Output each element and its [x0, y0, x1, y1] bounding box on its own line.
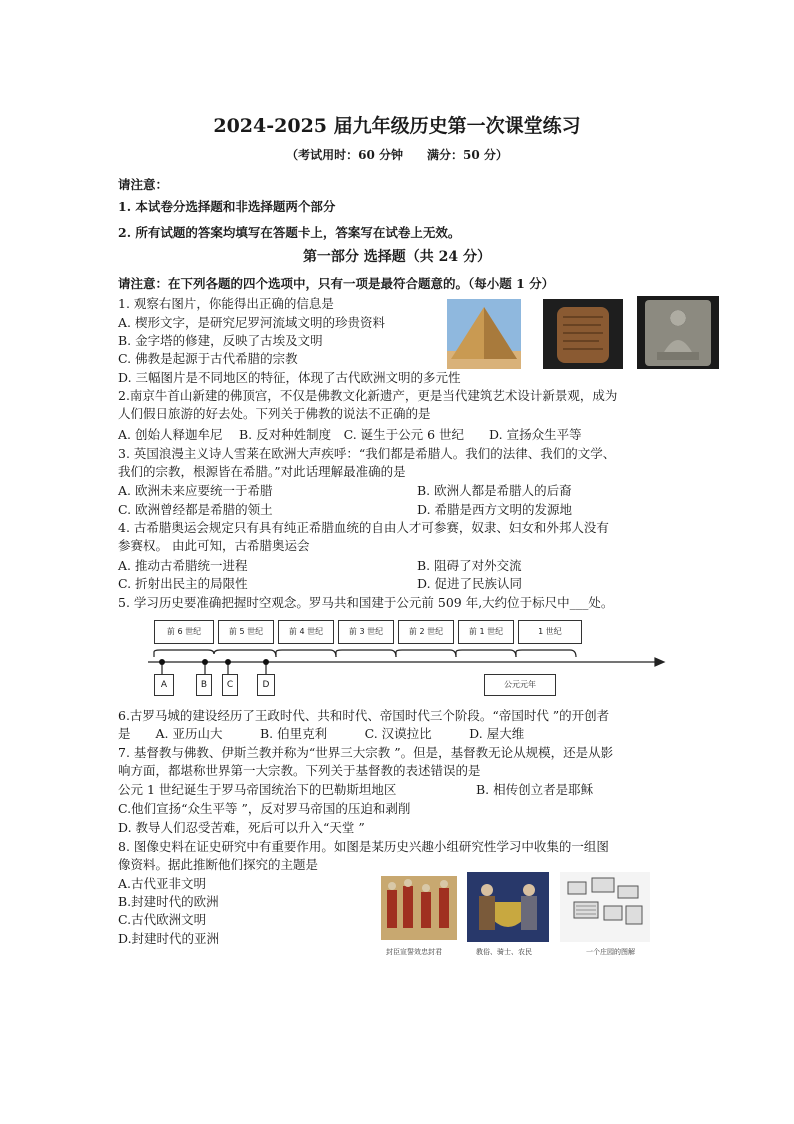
q7-line-2: 响方面，都堪称世界第一大宗教。下列关于基督教的表述错误的是: [118, 763, 481, 778]
notice-item-2: 2. 所有试题的答案均填写在答题卡上，答案写在试卷上无效。: [118, 225, 461, 240]
buddha-relief-image: [637, 296, 719, 369]
marker-c: C: [222, 674, 238, 696]
century-box-bc1: 前 1 世纪: [458, 620, 514, 644]
q8-option-b: B.封建时代的欧洲: [118, 894, 219, 909]
caption-manor-diagram: 一个庄园的图解: [586, 948, 635, 956]
q5-stem: 5. 学习历史要准确把握时空观念。罗马共和国建于公元前 509 年,大约位于标尺中___处。: [118, 595, 614, 610]
exam-info: （考试用时：60 分钟 满分：50 分）: [286, 148, 508, 162]
q7-option-b: B. 相传创立者是耶稣: [476, 782, 594, 797]
marker-b: B: [196, 674, 212, 696]
q4-option-c: C. 折射出民主的局限性: [118, 576, 248, 591]
q4-line-2: 参赛权。 由此可知，古希腊奥运会: [118, 538, 310, 553]
q7-option-c: C.他们宣扬“众生平等 ”，反对罗马帝国的压迫和剥削: [118, 801, 411, 816]
cuneiform-tablet-image: [543, 299, 623, 369]
notice-heading: 请注意：: [118, 177, 169, 192]
caption-vassal-oath: 封臣宣誓效忠封君: [386, 948, 442, 956]
manor-diagram-image: [560, 872, 650, 942]
century-box-bc2: 前 2 世纪: [398, 620, 454, 644]
q6-line-2: 是 A. 亚历山大 B. 伯里克利 C. 汉谟拉比 D. 屋大维: [118, 726, 525, 741]
caption-clergy-knight-peasant: 教俗、骑士、农民: [476, 948, 532, 956]
q3-option-d: D. 希腊是西方文明的发源地: [417, 502, 573, 517]
pyramid-image: [447, 299, 521, 369]
q3-option-c: C. 欧洲曾经都是希腊的领土: [118, 502, 273, 517]
section-title: 第一部分 选择题（共 24 分）: [302, 249, 492, 265]
q6-line-1: 6.古罗马城的建设经历了王政时代、共和时代、帝国时代三个阶段。“帝国时代 ”的开创者: [118, 708, 610, 723]
q7-option-d: D. 教导人们忍受苦难，死后可以升入“天堂 ”: [118, 820, 365, 835]
century-box-bc3: 前 3 世纪: [338, 620, 394, 644]
q3-option-b: B. 欧洲人都是希腊人的后裔: [417, 483, 572, 498]
q3-line-1: 3. 英国浪漫主义诗人雪莱在欧洲大声疾呼：“我们都是希腊人。我们的法律、我们的文学、: [118, 446, 616, 461]
q8-option-d: D.封建时代的亚洲: [118, 931, 220, 946]
q8-option-c: C.古代欧洲文明: [118, 912, 207, 927]
q8-line-1: 8. 图像史料在证史研究中有重要作用。如图是某历史兴趣小组研究性学习中收集的一组图: [118, 839, 609, 854]
notice-item-1: 1. 本试卷分选择题和非选择题两个部分: [118, 199, 336, 214]
origin-year-box: 公元元年: [484, 674, 556, 696]
q4-option-d: D. 促进了民族认同: [417, 576, 523, 591]
clergy-knight-peasant-image: [467, 872, 549, 942]
q2-options: A. 创始人释迦牟尼 B. 反对种姓制度 C. 诞生于公元 6 世纪 D. 宣扬众生平等: [118, 427, 582, 442]
century-box-bc5: 前 5 世纪: [218, 620, 274, 644]
q1-option-a: A. 楔形文字，是研究尼罗河流域文明的珍贵资料: [118, 315, 385, 330]
q4-option-a: A. 推动古希腊统一进程: [118, 558, 248, 573]
marker-d: D: [257, 674, 275, 696]
century-box-bc6: 前 6 世纪: [154, 620, 214, 644]
q2-line-2: 人们假日旅游的好去处。下列关于佛教的说法不正确的是: [118, 406, 431, 421]
q1-stem: 1. 观察右图片，你能得出正确的信息是: [118, 296, 334, 311]
q7-option-a: 公元 1 世纪诞生于罗马帝国统治下的巴勒斯坦地区: [118, 782, 397, 797]
q3-option-a: A. 欧洲未来应要统一于希腊: [118, 483, 273, 498]
q8-option-a: A.古代亚非文明: [118, 876, 207, 891]
q4-line-1: 4. 古希腊奥运会规定只有具有纯正希腊血统的自由人才可参赛，奴隶、妇女和外邦人没有: [118, 520, 609, 535]
marker-a: A: [154, 674, 174, 696]
section-instruction: 请注意：在下列各题的四个选项中，只有一项是最符合题意的。（每小题 1 分）: [118, 276, 555, 291]
q2-line-1: 2.南京牛首山新建的佛顶宫，不仅是佛教文化新遗产，更是当代建筑艺术设计新景观，成为: [118, 388, 618, 403]
q4-option-b: B. 阻碍了对外交流: [417, 558, 522, 573]
q3-line-2: 我们的宗教，根源皆在希腊。”对此话理解最准确的是: [118, 464, 406, 479]
q1-option-b: B. 金字塔的修建，反映了古埃及文明: [118, 333, 323, 348]
q1-option-d: D. 三幅图片是不同地区的特征，体现了古代欧洲文明的多元性: [118, 370, 461, 385]
q1-option-c: C. 佛教是起源于古代希腊的宗教: [118, 351, 298, 366]
century-box-ad1: 1 世纪: [518, 620, 582, 644]
page-title: 2024-2025 届九年级历史第一次课堂练习: [213, 115, 581, 137]
century-box-bc4: 前 4 世纪: [278, 620, 334, 644]
q7-line-1: 7. 基督教与佛教、伊斯兰教并称为“世界三大宗教 ”。但是，基督教无论从规模，还是从影: [118, 745, 614, 760]
vassal-oath-image: [381, 876, 457, 940]
q8-line-2: 像资料。据此推断他们探究的主题是: [118, 857, 319, 872]
